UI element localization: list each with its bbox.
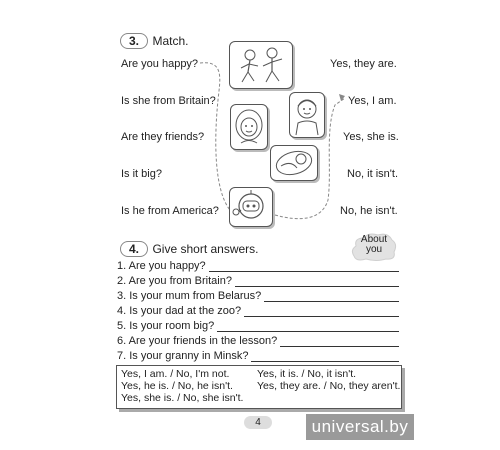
girl-illustration bbox=[231, 105, 267, 149]
image-baby bbox=[270, 145, 318, 181]
short-answers-list bbox=[117, 257, 399, 362]
answer-5: No, he isn't. bbox=[340, 205, 398, 217]
robot-illustration bbox=[230, 188, 272, 226]
list-item bbox=[117, 287, 399, 302]
page-number: 4 bbox=[244, 416, 272, 429]
baby-illustration bbox=[271, 146, 317, 180]
answer-line[interactable] bbox=[235, 276, 399, 287]
option-row1-left: Yes, I am. / No, I'm not. bbox=[121, 368, 230, 380]
item-question: 2. Are you from Britain? bbox=[117, 275, 232, 287]
badge-text bbox=[350, 235, 398, 255]
exercise-3-number: 3. bbox=[120, 33, 148, 49]
answer-line[interactable] bbox=[264, 291, 399, 302]
answer-options-box bbox=[116, 365, 402, 409]
list-item bbox=[117, 347, 399, 362]
item-question: 7. Is your granny in Minsk? bbox=[117, 350, 249, 362]
answer-1: Yes, they are. bbox=[330, 58, 397, 70]
question-5: Is he from America? bbox=[121, 205, 219, 217]
exercise-3-title: Match. bbox=[152, 34, 189, 48]
item-question: 4. Is your dad at the zoo? bbox=[117, 305, 242, 317]
boy-illustration bbox=[290, 93, 324, 137]
question-3: Are they friends? bbox=[121, 131, 205, 143]
image-boy bbox=[289, 92, 325, 138]
exercise-4-header bbox=[120, 240, 259, 258]
question-2: Is she from Britain? bbox=[121, 95, 216, 107]
answer-4: No, it isn't. bbox=[347, 168, 399, 180]
dashed-line-1 bbox=[200, 63, 230, 210]
image-girl bbox=[230, 104, 268, 150]
friends-illustration bbox=[230, 42, 292, 88]
answer-line[interactable] bbox=[217, 321, 399, 332]
option-row2-right: Yes, they are. / No, they aren't. bbox=[257, 380, 401, 392]
badge-line-1: About bbox=[360, 234, 388, 245]
answer-3: Yes, she is. bbox=[343, 131, 399, 143]
answer-2: Yes, I am. bbox=[348, 95, 397, 107]
answer-line[interactable] bbox=[251, 351, 399, 362]
item-question: 3. Is your mum from Belarus? bbox=[117, 290, 262, 302]
exercise-4-number: 4. bbox=[120, 241, 148, 257]
question-4: Is it big? bbox=[121, 168, 162, 180]
question-1: Are you happy? bbox=[121, 58, 199, 70]
watermark-label: universal.by bbox=[306, 414, 414, 440]
list-item bbox=[117, 257, 399, 272]
image-friends bbox=[229, 41, 293, 89]
option-row2-left: Yes, he is. / No, he isn't. bbox=[121, 380, 233, 392]
answer-line[interactable] bbox=[244, 306, 399, 317]
option-row1-right: Yes, it is. / No, it isn't. bbox=[257, 368, 357, 380]
item-question: 5. Is your room big? bbox=[117, 320, 215, 332]
item-question: 6. Are your friends in the lesson? bbox=[117, 335, 278, 347]
exercise-4-title: Give short answers. bbox=[152, 242, 259, 256]
answer-line[interactable] bbox=[280, 336, 399, 347]
option-row3-left: Yes, she is. / No, she isn't. bbox=[121, 392, 244, 404]
image-robot bbox=[229, 187, 273, 227]
badge-line-2: you bbox=[365, 244, 383, 255]
list-item bbox=[117, 302, 399, 317]
list-item bbox=[117, 332, 399, 347]
answer-line[interactable] bbox=[209, 261, 399, 272]
item-question: 1. Are you happy? bbox=[117, 260, 206, 272]
list-item bbox=[117, 317, 399, 332]
list-item bbox=[117, 272, 399, 287]
